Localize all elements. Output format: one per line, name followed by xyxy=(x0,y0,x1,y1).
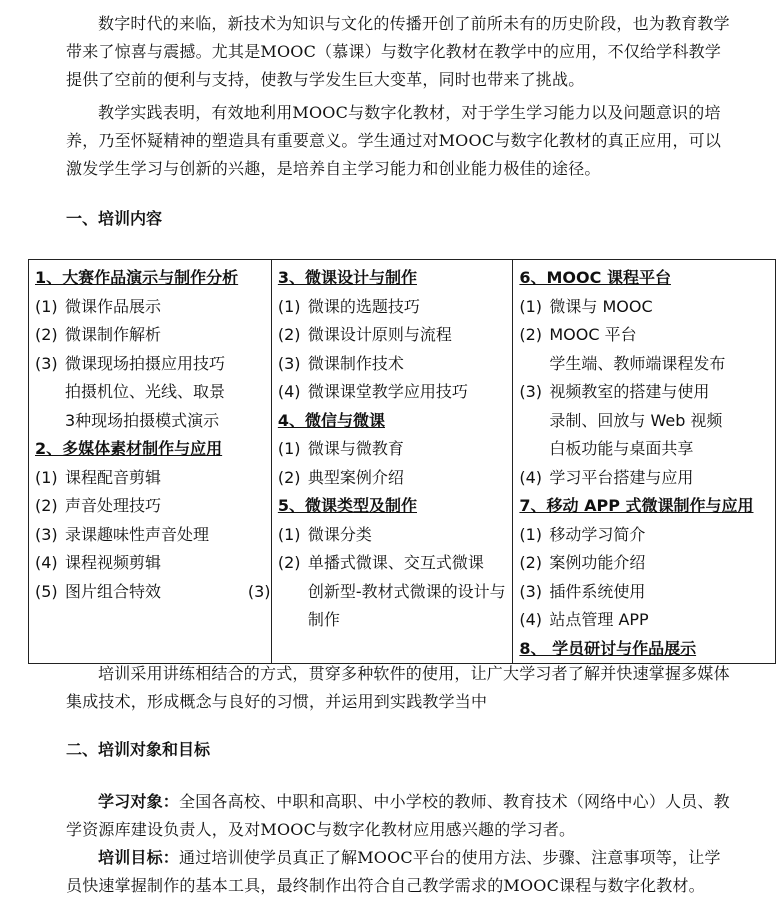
table-section-title: 1、大赛作品演示与制作分析 xyxy=(35,268,239,287)
list-subitem: 学生端、教师端课程发布 xyxy=(549,353,726,373)
list-item: (4) 课程视频剪辑 xyxy=(35,553,162,572)
table-section-title: 3、微课设计与制作 xyxy=(277,268,417,287)
table-column-2 xyxy=(247,260,513,664)
list-item: (3) 创新型-教材式微课的设计与制作 xyxy=(247,581,506,629)
table-section-title: 8、 学员研讨与作品展示 xyxy=(519,638,697,658)
list-item: (1) 课程配音剪辑 xyxy=(35,467,162,487)
table-column-3 xyxy=(513,260,776,664)
intro-paragraph-1: 数字时代的来临，新技术为知识与文化的传播开创了前所未有的历史阶段，也为教育教学带来了惊喜与震撼。尤其是MOOC（慕课）与数字化教材在教学中的应用，不仅给学科教学提供了空前的便利与支持，使教与学发生巨大变革，同时也带来了挑战。 xyxy=(66,14,730,89)
list-item: (1) 微课作品展示 xyxy=(35,296,162,316)
list-item: (2) 案例功能介绍 xyxy=(519,553,646,572)
list-subitem: 录制、回放与 Web 视频 xyxy=(549,410,723,430)
list-item: (1) 微课分类 xyxy=(277,524,372,544)
list-subitem: 白板功能与桌面共享 xyxy=(549,439,694,458)
target-text: 全国各高校、中职和高职、中小学校的教师、教育技术（网络中心）人员、教学资源库建设负责人，及对MOOC与数字化教材应用感兴趣的学习者。 xyxy=(66,792,730,839)
list-item: (2) 声音处理技巧 xyxy=(35,496,162,515)
list-item: (3) 插件系统使用 xyxy=(519,581,646,601)
goal-text: 通过培训使学员真正了解MOOC平台的使用方法、步骤、注意事项等，让学员快速掌握制作的基本工具，最终制作出符合自己教学需求的MOOC课程与数字化教材。 xyxy=(66,848,721,895)
list-item: (4) 微课课堂教学应用技巧 xyxy=(277,382,468,401)
goal-label: 培训目标： xyxy=(98,848,180,867)
section-heading-content: 一、培训内容 xyxy=(66,209,163,228)
table-section-title: 7、移动 APP 式微课制作与应用 xyxy=(519,496,754,515)
list-item: (3) 微课现场拍摄应用技巧 xyxy=(35,353,226,373)
list-item: (4) 学习平台搭建与应用 xyxy=(519,467,694,487)
list-item: (1) 微课与微教育 xyxy=(277,439,404,458)
list-item: (1) 微课的选题技巧 xyxy=(277,296,420,316)
table-column-1 xyxy=(29,260,272,664)
list-item: (2) 单播式微课、交互式微课 xyxy=(277,553,484,572)
table-section-title: 5、微课类型及制作 xyxy=(277,496,417,515)
after-table-paragraph: 培训采用讲练相结合的方式，贯穿多种软件的使用，让广大学习者了解并快速掌握多媒体集成技术，形成概念与良好的习惯，并运用到实践教学当中 xyxy=(66,664,730,711)
target-label: 学习对象： xyxy=(98,792,180,811)
list-item: (3) 微课制作技术 xyxy=(277,353,404,373)
table-section-title: 2、多媒体素材制作与应用 xyxy=(35,439,223,458)
list-item: (4) 站点管理 APP xyxy=(519,610,649,629)
training-content-table xyxy=(28,259,776,664)
list-item: (2) MOOC 平台 xyxy=(519,325,637,344)
target-paragraph xyxy=(66,788,736,844)
list-item: (2) 微课制作解析 xyxy=(35,325,162,344)
list-item: (3) 视频教室的搭建与使用 xyxy=(519,382,710,401)
intro-paragraph-2: 教学实践表明，有效地利用MOOC与数字化教材，对于学生学习能力以及问题意识的培养，乃至怀疑精神的塑造具有重要意义。学生通过对MOOC与数字化教材的真正应用，可以激发学生学习与创新的兴趣，是培养自主学习能力和创业能力极佳的途径。 xyxy=(66,103,722,178)
list-subitem: 拍摄机位、光线、取景 xyxy=(65,382,226,401)
list-item: (3) 录课趣味性声音处理 xyxy=(35,524,210,544)
list-item: (2) 典型案例介绍 xyxy=(277,467,404,487)
list-item: (1) 移动学习简介 xyxy=(519,524,646,544)
list-subitem: 3种现场拍摄模式演示 xyxy=(65,410,220,430)
section-heading-target: 二、培训对象和目标 xyxy=(66,740,211,759)
list-item: (1) 微课与 MOOC xyxy=(519,296,653,316)
goal-paragraph xyxy=(66,844,736,900)
table-section-title: 6、MOOC 课程平台 xyxy=(519,268,671,287)
list-item: (5) 图片组合特效 xyxy=(35,581,162,601)
table-section-title: 4、微信与微课 xyxy=(277,410,385,430)
list-item: (2) 微课设计原则与流程 xyxy=(277,325,452,344)
